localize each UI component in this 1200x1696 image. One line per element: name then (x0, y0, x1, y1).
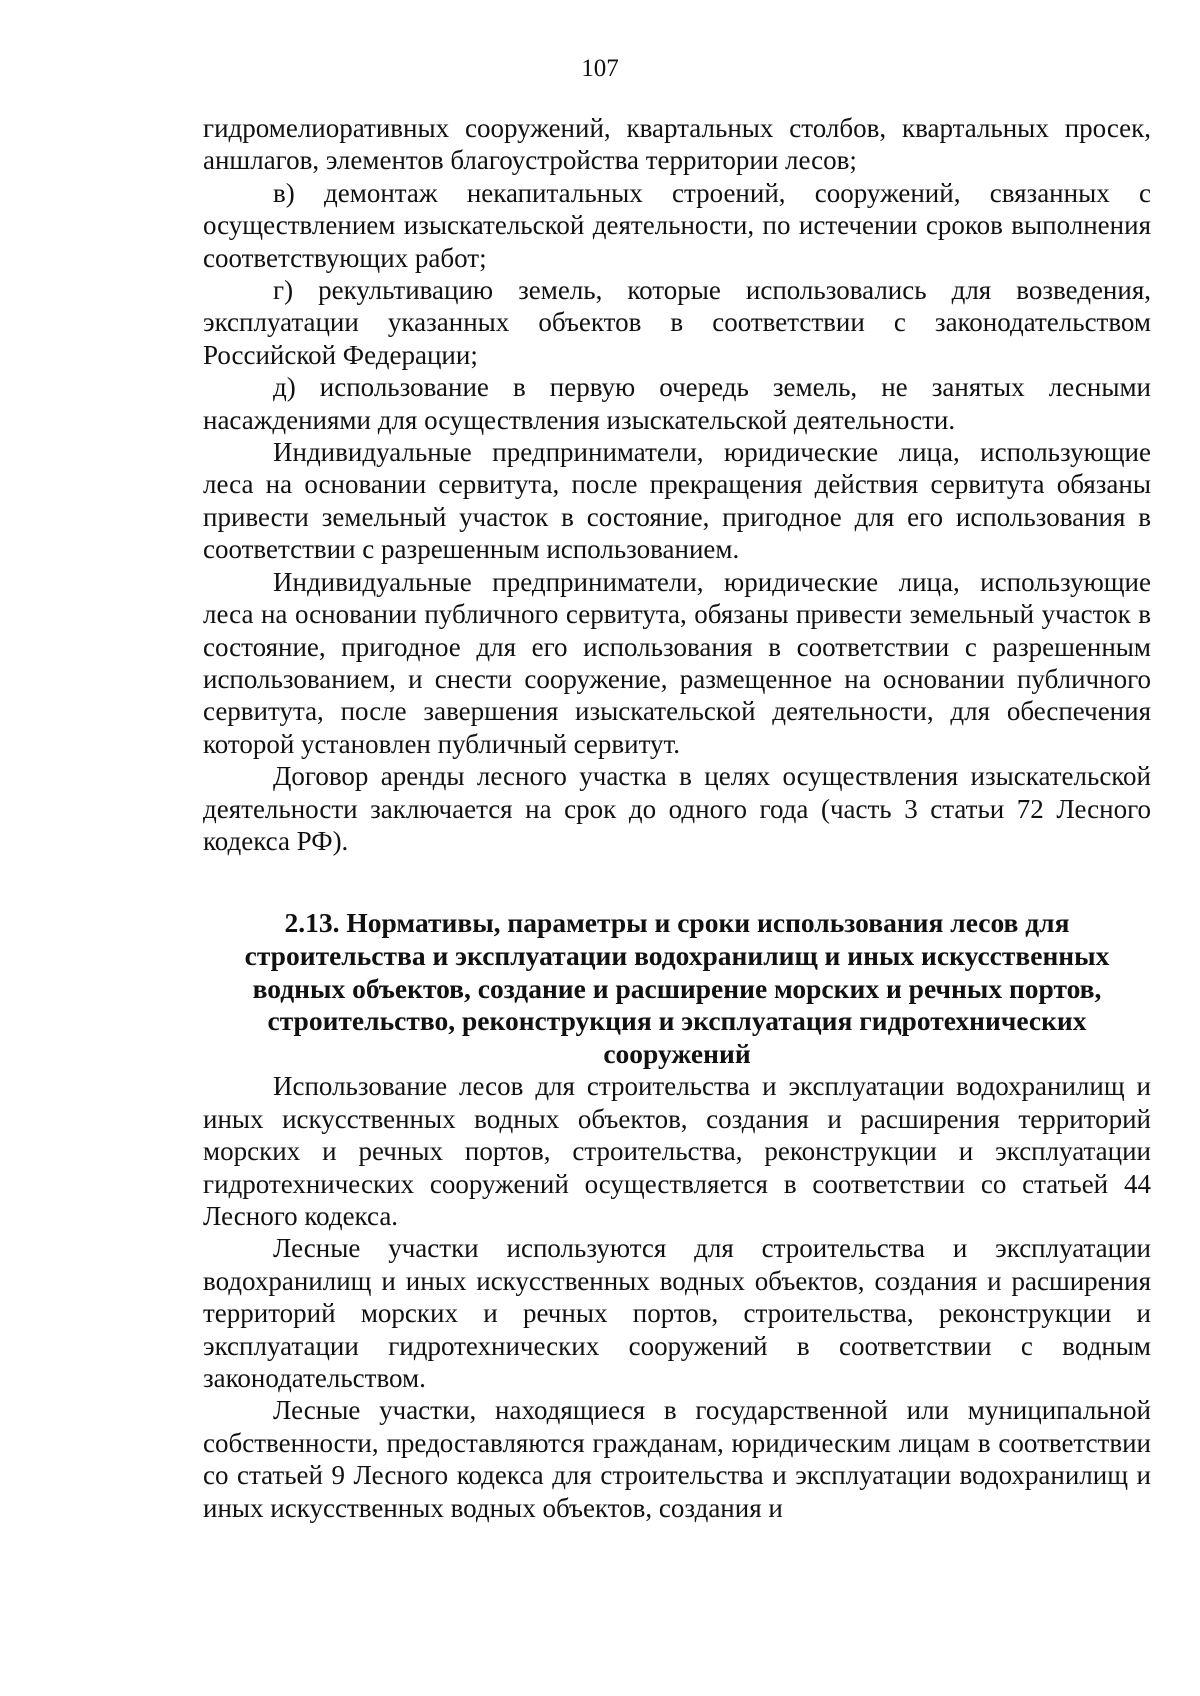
section-heading: 2.13. Нормативы, параметры и сроки использования лесов для строительства и эксплуатации водохранилищ и иных искусственных водных объектов, создание и расширение морских и речных портов, строительство, реконструкция и эксплуатация гидротехнических сооружений (244, 907, 1110, 1069)
paragraph-forest-plots: Лесные участки используются для строительства и эксплуатации водохранилищ и иных искусственных водных объектов, создания и расширения территорий морских и речных портов, строительства, реконструкции и эксплуатации гидротехнических сооружений в соответствии с водным законодательством. (203, 1233, 1151, 1393)
paragraph-item-g: г) рекультивацию земель, которые использовались для возведения, эксплуатации указанных объектов в соответствии с законодательством Российской Федерации; (203, 275, 1151, 370)
paragraph-forest-use: Использование лесов для строительства и эксплуатации водохранилищ и иных искусственных водных объектов, создания и расширения территорий морских и речных портов, строительства, реконструкции и эксплуатации гидротехнических сооружений осуществляется в соответствии со статьей 44 Лесного кодекса. (203, 1071, 1151, 1231)
paragraph-lease-term: Договор аренды лесного участка в целях осуществления изыскательской деятельности заключается на срок до одного года (часть 3 статьи 72 Лесного кодекса РФ). (203, 761, 1151, 856)
paragraph-servitude: Индивидуальные предприниматели, юридические лица, использующие леса на основании сервитута, после прекращения действия сервитута обязаны привести земельный участок в состояние, пригодное для его использования в соответствии с разрешенным использованием. (203, 437, 1151, 565)
paragraph-continuation: гидромелиоративных сооружений, квартальных столбов, квартальных просек, аншлагов, элементов благоустройства территории лесов; (203, 113, 1151, 176)
paragraphs-before (203, 112, 1151, 857)
paragraph-item-v: в) демонтаж некапитальных строений, сооружений, связанных с осуществлением изыскательской деятельности, по истечении сроков выполнения соответствующих работ; (203, 177, 1151, 273)
document-body (203, 112, 1151, 1524)
page-number: 107 (581, 55, 619, 82)
paragraph-ownership: Лесные участки, находящиеся в государственной или муниципальной собственности, предоставляются гражданам, юридическим лицам в соответствии со статьей 9 Лесного кодекса для строительства и эксплуатации водохранилищ и иных искусственных водных объектов, создания и (203, 1395, 1151, 1523)
paragraph-public-servitude: Индивидуальные предприниматели, юридические лица, использующие леса на основании публичного сервитута, обязаны привести земельный участок в состояние, пригодное для его использования в соответствии с разрешенным использованием, и снести сооружение, размещенное на основании публичного сервитута, после завершения изыскательской деятельности, для обеспечения которой установлен публичный сервитут. (203, 566, 1151, 759)
paragraph-item-d: д) использование в первую очередь земель, не занятых лесными насаждениями для осуществления изыскательской деятельности. (203, 372, 1151, 435)
paragraphs-after (203, 1070, 1151, 1524)
